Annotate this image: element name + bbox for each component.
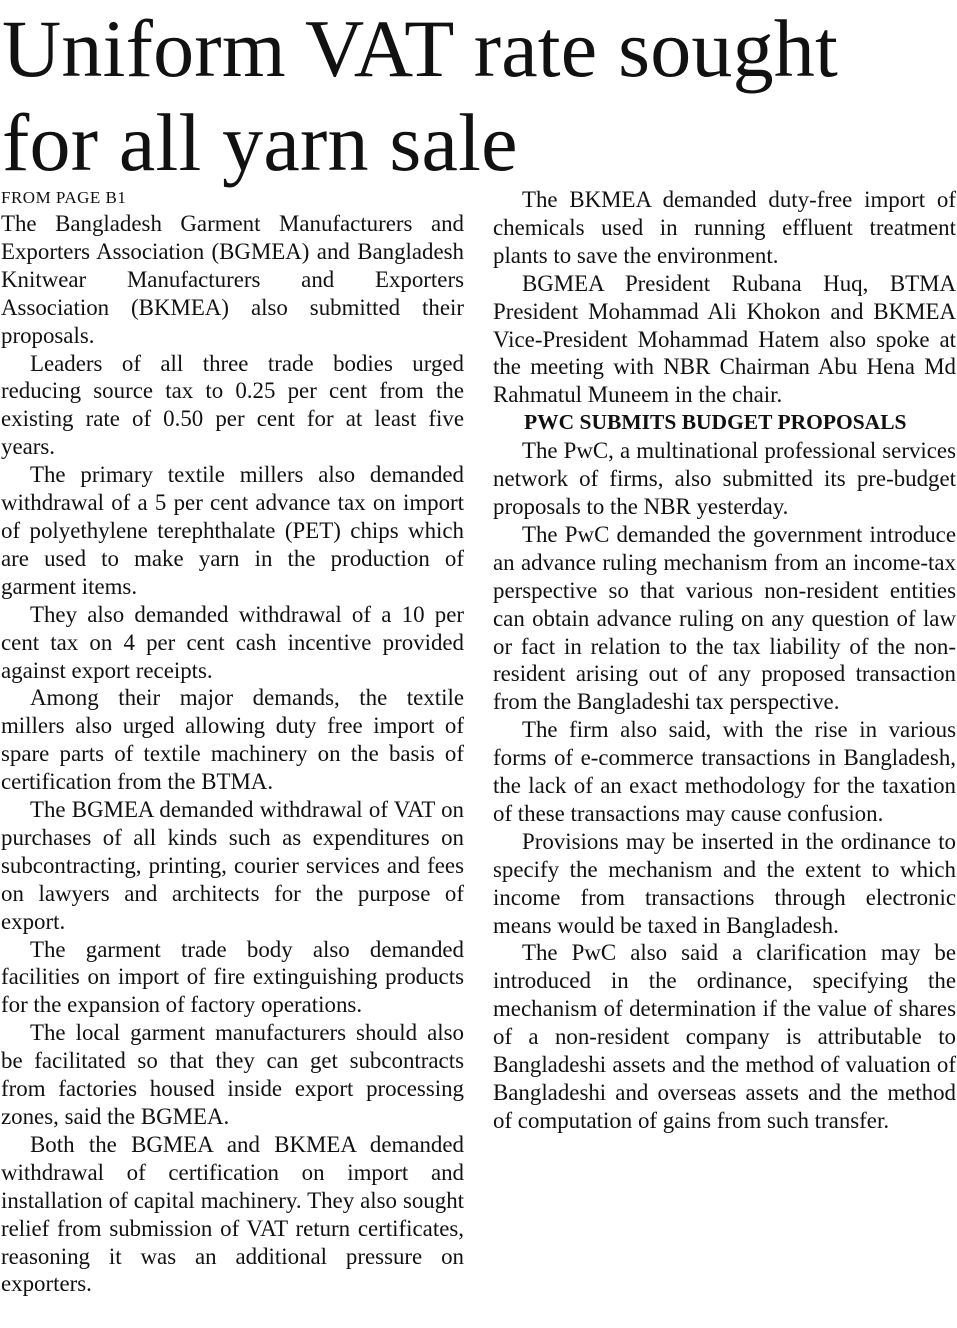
- paragraph: Both the BGMEA and BKMEA demanded withdrawal of certification on import and installation of capital machinery. They also sought relief from submission of VAT return certificates, reasoning it was an additional pressure on exporters.: [1, 1131, 464, 1297]
- paragraph: Leaders of all three trade bodies urged reducing source tax to 0.25 per cent from the existing rate of 0.50 per cent for at least five years.: [1, 350, 464, 460]
- paragraph: The primary textile millers also demanded withdrawal of a 5 per cent advance tax on import of polyethylene terephthalate (PET) chips which are used to make yarn in the production of garment items.: [1, 462, 464, 599]
- continued-from-label: FROM PAGE B1: [1, 188, 127, 207]
- paragraph: The PwC, a multinational professional services network of firms, also submitted its pre-budget proposals to the NBR yesterday.: [493, 438, 956, 519]
- paragraph: The firm also said, with the rise in various forms of e-commerce transactions in Bangladesh, the lack of an exact methodology for the taxation of these transactions may cause confusion.: [493, 717, 956, 826]
- left-column: [1, 186, 464, 1298]
- paragraph: The BKMEA demanded duty-free import of chemicals used in running effluent treatment plants to save the environment.: [493, 187, 956, 268]
- paragraph: Among their major demands, the textile millers also urged allowing duty free import of spare parts of textile machinery on the basis of certification from the BTMA.: [1, 685, 464, 795]
- paragraph: BGMEA President Rubana Huq, BTMA President Mohammad Ali Khokon and BKMEA Vice-President Mohammad Hatem also spoke at the meeting with NBR Chairman Abu Hena Md Rahmatul Muneem in the chair.: [493, 270, 956, 408]
- paragraph: They also demanded withdrawal of a 10 per cent tax on 4 per cent cash incentive provided against export receipts.: [1, 601, 464, 683]
- right-column: [493, 186, 956, 1135]
- paragraph: The PwC also said a clarification may be introduced in the ordinance, specifying the mechanism of determination if the value of shares of a non-resident company is attributable to Bangladeshi assets and the method of valuation of Bangladeshi and overseas assets and the method of computation of gains from such transfer.: [493, 940, 956, 1133]
- paragraph: The BGMEA demanded withdrawal of VAT on purchases of all kinds such as expenditures on subcontracting, printing, courier services and fees on lawyers and architects for the purpose of export.: [1, 797, 464, 934]
- paragraph: The garment trade body also demanded facilities on import of fire extinguishing products for the expansion of factory operations.: [1, 936, 464, 1018]
- paragraph: Provisions may be inserted in the ordinance to specify the mechanism and the extent to which income from transactions through electronic means would be taxed in Bangladesh.: [493, 828, 956, 938]
- paragraph: The local garment manufacturers should also be facilitated so that they can get subcontracts from factories housed inside export processing zones, said the BGMEA.: [1, 1020, 464, 1129]
- section-subhead: PWC SUBMITS BUDGET PROPOSALS: [524, 410, 907, 435]
- headline: Uniform VAT rate sought for all yarn sale: [2, 3, 838, 188]
- paragraph: The PwC demanded the government introduce an advance ruling mechanism from an income-tax perspective so that various non-resident entities can obtain advance ruling on any question of law or fact in relation to the tax liability of the non-resident arising out of any proposed transaction from the Bangladeshi tax perspective.: [493, 521, 956, 715]
- paragraph: The Bangladesh Garment Manufacturers and Exporters Association (BGMEA) and Bangladesh Knitwear Manufacturers and Exporters Association (BKMEA) also submitted their proposals.: [1, 211, 464, 348]
